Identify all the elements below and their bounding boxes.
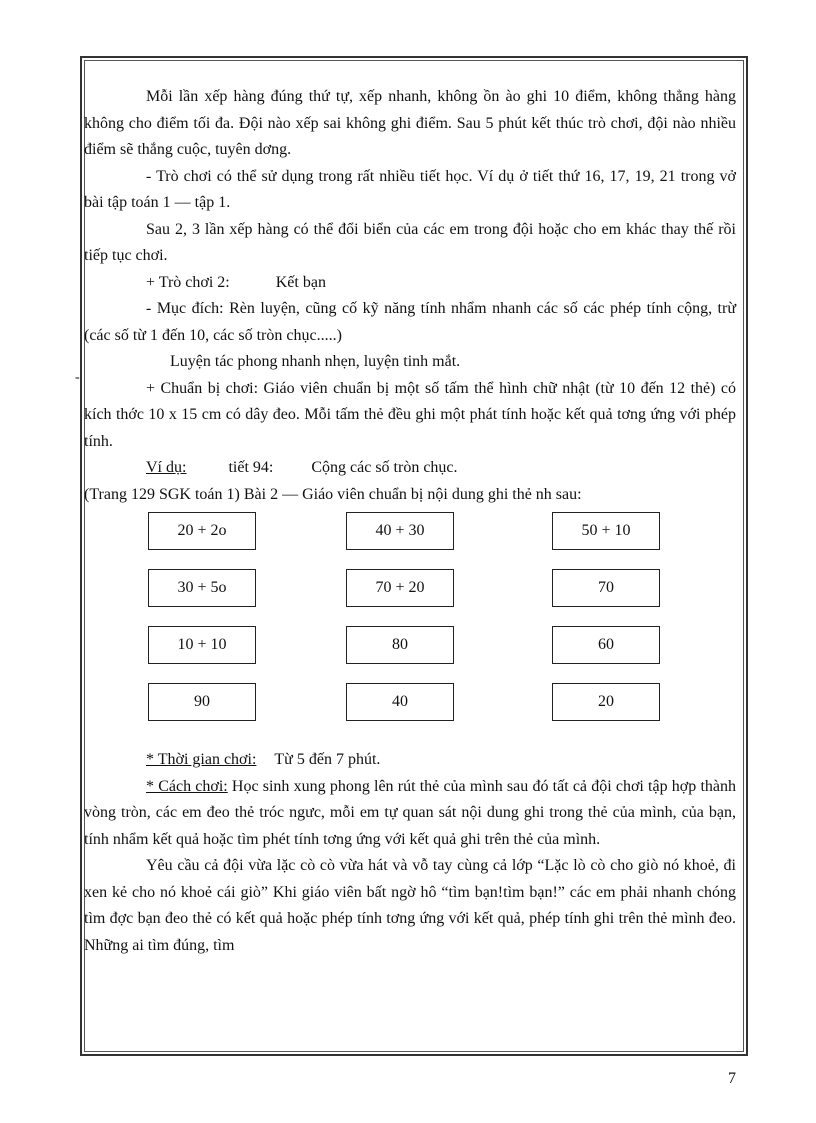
card: 40 + 30 <box>346 512 454 550</box>
example-lesson: tiết 94: <box>228 459 274 476</box>
card: 10 + 10 <box>148 626 256 664</box>
card: 70 + 20 <box>346 569 454 607</box>
paragraph-scoring: Mỗi lần xếp hàng đúng thứ tự, xếp nhanh, không ồn ào ghi 10 điểm, không thẳng hàng không cho điểm tối đa. Đội nào xếp sai không ghi điểm. Sau 5 phút kết thúc trò chơi, đội nào nhiều điểm sẽ thắng cuộc, tuyên dơng. <box>84 88 736 158</box>
paragraph-preparation: + Chuẩn bị chơi: Giáo viên chuẩn bị một số tấm thể hình chữ nhật (từ 10 đến 12 thẻ) có kích thớc 10 x 15 cm có dây đeo. Mỗi tấm thẻ đều ghi một phát tính hoặc kết quả tơng ứng với phép tính. <box>84 379 736 450</box>
game-2-label: + Trò chơi 2: <box>146 273 230 291</box>
how-to-play-label: * Cách chơi: <box>146 777 228 795</box>
card: 30 + 5o <box>148 569 256 607</box>
card: 60 <box>552 626 660 664</box>
card: 20 + 2o <box>148 512 256 550</box>
card: 80 <box>346 626 454 664</box>
paragraph-how-to-play <box>84 774 736 854</box>
time-value: Từ 5 đến 7 phút. <box>274 751 381 768</box>
paragraph-purpose: - Mục đích: Rèn luyện, cũng cố kỹ năng tính nhẩm nhanh các số các phép tính cộng, trừ (các số từ 1 đến 10, các số tròn chục.....) <box>84 300 736 344</box>
paragraph-card-intro: (Trang 129 SGK toán 1) Bài 2 — Giáo viên chuẩn bị nội dung ghi thẻ nh sau: <box>84 485 582 503</box>
card-grid <box>84 510 736 747</box>
page-number: 7 <box>728 1070 736 1087</box>
paragraph-example <box>84 455 736 482</box>
card: 40 <box>346 683 454 721</box>
game-2-name: Kết bạn <box>275 273 326 291</box>
paragraph-swap: Sau 2, 3 lần xếp hàng có thể đổi biển của các em trong đội hoặc cho em khác thay thế rồi tiếp tục chơi. <box>84 220 736 264</box>
margin-mark: - <box>75 370 80 385</box>
how-to-play-text: Học sinh xung phong lên rút thẻ của mình sau đó tất cả đội chơi tập hợp thành vòng tròn, các em đeo thẻ tróc ngưc, mỗi em tự quan sát nội dung ghi trong thẻ của mình, của bạn, tính nhẩm kết quả hoặc tìm phét tính tơng ứng với kết quả ghi trên thẻ của mình. <box>84 777 736 848</box>
card: 70 <box>552 569 660 607</box>
example-label: Ví dụ: <box>146 459 187 476</box>
paragraph-time <box>84 747 736 774</box>
paragraph-practice: Luyện tác phong nhanh nhẹn, luyện tinh mắt. <box>170 353 461 370</box>
card: 20 <box>552 683 660 721</box>
paragraph-game-2 <box>84 270 736 297</box>
card: 90 <box>148 683 256 721</box>
document-body <box>84 84 736 959</box>
example-topic: Cộng các số tròn chục. <box>311 459 458 476</box>
paragraph-requirements: Yêu cầu cả đội vừa lặc cò cò vừa hát và vỗ tay cùng cả lớp “Lặc lò cò cho giò nó khoẻ, đi xen kẻ cho nó khoẻ cái giò” Khi giáo viên bất ngờ hô “tìm bạn!tìm bạn!” các em phải nhanh chóng tìm đợc bạn đeo thẻ có kết quả hoặc phép tính tơng ứng với kết quả, phép tính ghi trên thẻ mình đeo. Những ai tìm đúng, tìm <box>84 857 736 954</box>
card: 50 + 10 <box>552 512 660 550</box>
time-label: * Thời gian chơi: <box>146 751 257 768</box>
paragraph-usage: - Trò chơi có thể sử dụng trong rất nhiều tiết học. Ví dụ ở tiết thứ 16, 17, 19, 21 trong vở bài tập toán 1 — tập 1. <box>84 167 736 211</box>
